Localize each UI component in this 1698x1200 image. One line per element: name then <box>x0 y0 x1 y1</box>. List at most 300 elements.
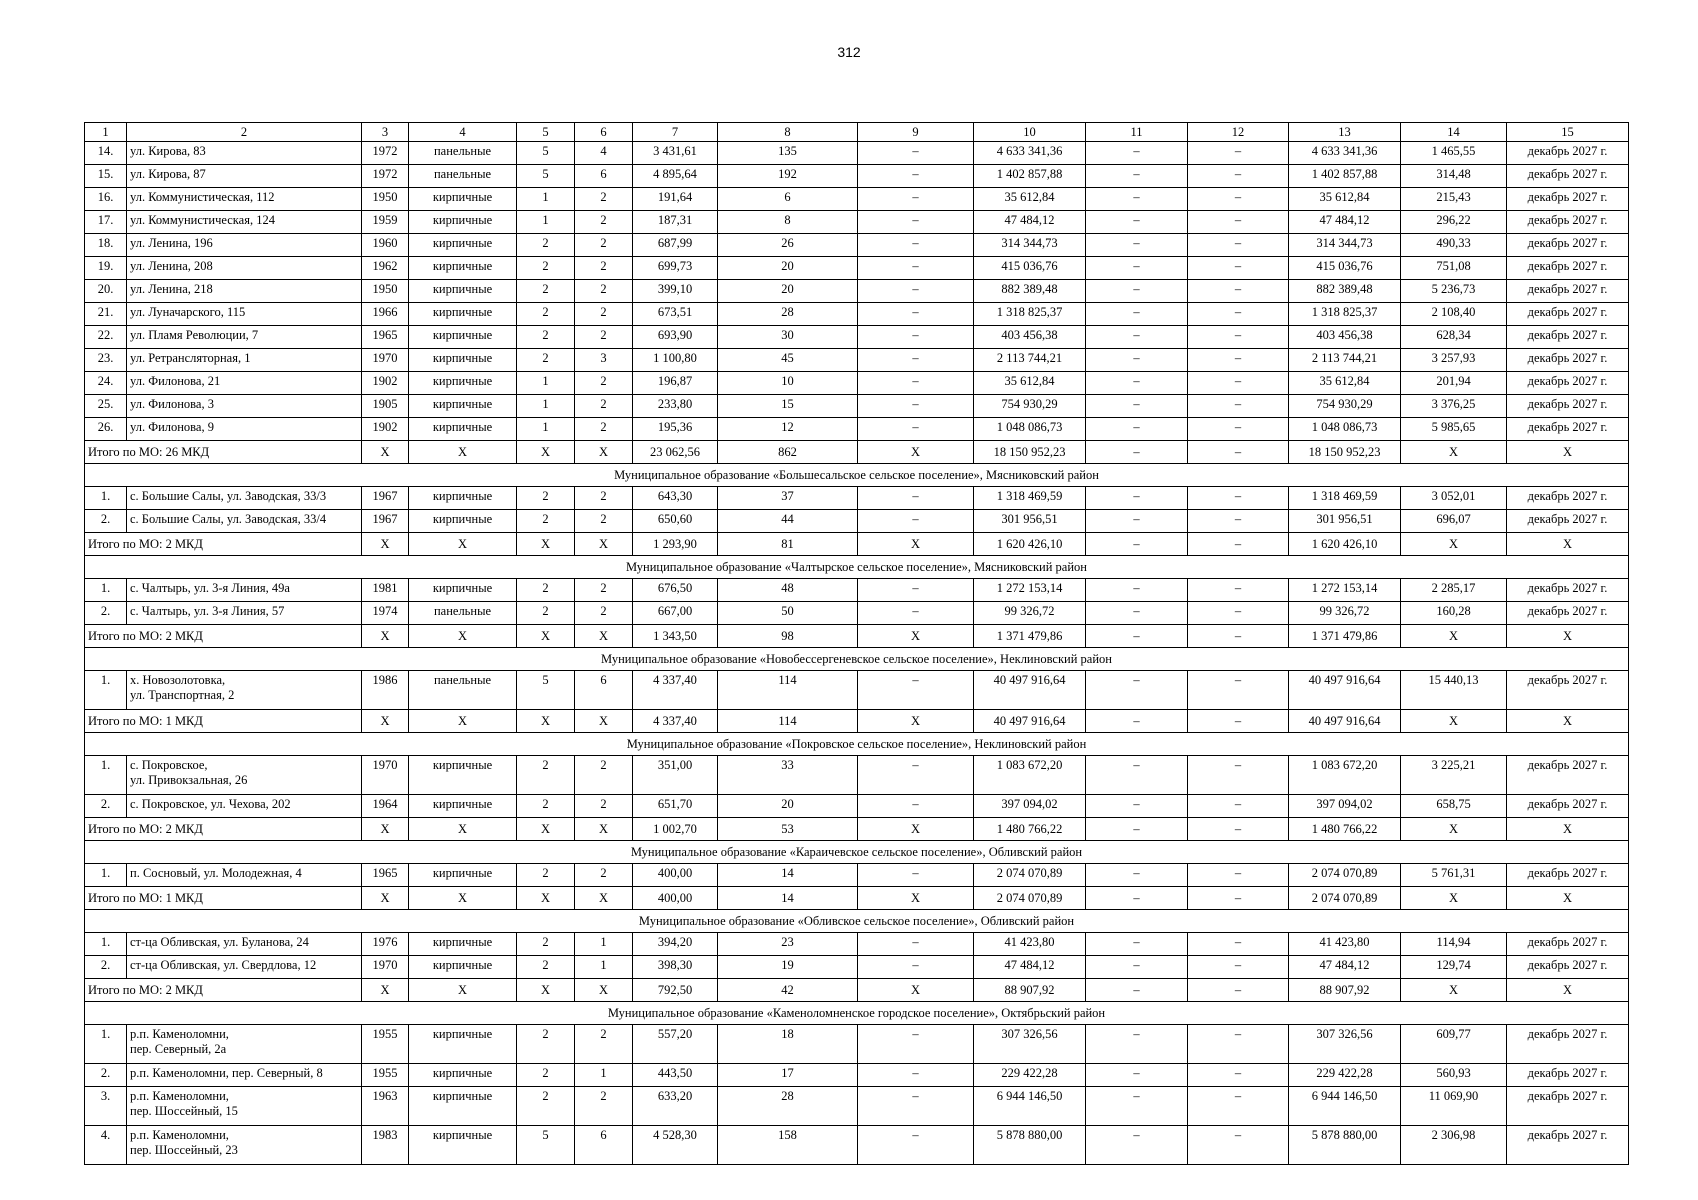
table-cell: 20 <box>718 795 858 818</box>
total-cell: 1 371 479,86 <box>974 625 1086 648</box>
table-cell: 2 <box>517 1087 575 1126</box>
table-cell: 2 <box>517 756 575 795</box>
table-cell: – <box>1188 326 1289 349</box>
table-row <box>85 579 1629 602</box>
table-cell: 41 423,80 <box>974 933 1086 956</box>
table-cell: 1 <box>517 372 575 395</box>
table-cell: 1 100,80 <box>633 349 718 372</box>
table-row <box>85 864 1629 887</box>
table-row <box>85 1126 1629 1165</box>
table-cell: 215,43 <box>1401 188 1507 211</box>
table-cell: ул. Филонова, 3 <box>127 395 362 418</box>
table-cell: х. Новозолотовка, ул. Транспортная, 2 <box>127 671 362 710</box>
table-cell: 1986 <box>362 671 409 710</box>
total-cell: – <box>1086 625 1188 648</box>
table-cell: с. Покровское, ул. Чехова, 202 <box>127 795 362 818</box>
header-cell: 15 <box>1507 123 1629 142</box>
table-cell: 882 389,48 <box>974 280 1086 303</box>
table-cell: ул. Филонова, 9 <box>127 418 362 441</box>
total-cell: – <box>1188 979 1289 1002</box>
total-cell: X <box>575 710 633 733</box>
total-cell: 1 293,90 <box>633 533 718 556</box>
table-cell: 2 <box>575 280 633 303</box>
total-row <box>85 887 1629 910</box>
header-cell: 11 <box>1086 123 1188 142</box>
total-cell: – <box>1086 533 1188 556</box>
table-cell: р.п. Каменоломни, пер. Шоссейный, 23 <box>127 1126 362 1165</box>
total-cell: X <box>575 979 633 1002</box>
total-cell: – <box>1086 979 1188 1002</box>
table-cell: – <box>1086 864 1188 887</box>
total-row <box>85 533 1629 556</box>
header-cell: 13 <box>1289 123 1401 142</box>
table-cell: – <box>1086 1064 1188 1087</box>
table-cell: – <box>1188 510 1289 533</box>
table-cell: 751,08 <box>1401 257 1507 280</box>
table-cell: 15. <box>85 165 127 188</box>
table-cell: 2 113 744,21 <box>974 349 1086 372</box>
table-cell: – <box>1188 864 1289 887</box>
table-cell: – <box>858 326 974 349</box>
total-cell: 2 074 070,89 <box>974 887 1086 910</box>
table-cell: 1 <box>517 395 575 418</box>
table-cell: кирпичные <box>409 1126 517 1165</box>
table-cell: с. Чалтырь, ул. 3-я Линия, 57 <box>127 602 362 625</box>
table-cell: 296,22 <box>1401 211 1507 234</box>
section-title-row <box>85 464 1629 487</box>
header-row <box>85 123 1629 142</box>
table-cell: 1964 <box>362 795 409 818</box>
table-cell: ул. Ретрансляторная, 1 <box>127 349 362 372</box>
table-cell: 6 <box>575 1126 633 1165</box>
table-cell: – <box>858 1025 974 1064</box>
section-title: Муниципальное образование «Чалтырское сельское поселение», Мясниковский район <box>85 556 1629 579</box>
table-cell: 114,94 <box>1401 933 1507 956</box>
table-cell: 1965 <box>362 326 409 349</box>
table-cell: 47 484,12 <box>1289 211 1401 234</box>
table-cell: 26. <box>85 418 127 441</box>
total-label: Итого по МО: 2 МКД <box>85 979 362 1002</box>
table-cell: 19. <box>85 257 127 280</box>
table-cell: 6 944 146,50 <box>974 1087 1086 1126</box>
table-cell: 2 <box>575 418 633 441</box>
table-cell: 30 <box>718 326 858 349</box>
table-row <box>85 602 1629 625</box>
table-cell: 15 <box>718 395 858 418</box>
table-cell: 19 <box>718 956 858 979</box>
table-cell: 1967 <box>362 510 409 533</box>
table-cell: – <box>1086 1087 1188 1126</box>
table-cell: – <box>858 234 974 257</box>
total-cell: X <box>409 625 517 648</box>
table-cell: 1963 <box>362 1087 409 1126</box>
table-cell: ул. Пламя Революции, 7 <box>127 326 362 349</box>
total-cell: 4 337,40 <box>633 710 718 733</box>
total-cell: X <box>409 710 517 733</box>
table-cell: декабрь 2027 г. <box>1507 1025 1629 1064</box>
total-cell: 81 <box>718 533 858 556</box>
table-cell: 1 <box>575 1064 633 1087</box>
table-cell: кирпичные <box>409 864 517 887</box>
table-cell: – <box>1188 602 1289 625</box>
table-cell: 2. <box>85 602 127 625</box>
table-cell: 2 <box>575 579 633 602</box>
table-cell: 1 318 825,37 <box>974 303 1086 326</box>
table-cell: – <box>1086 602 1188 625</box>
header-cell: 6 <box>575 123 633 142</box>
table-cell: 1970 <box>362 756 409 795</box>
table-cell: 1 048 086,73 <box>974 418 1086 441</box>
table-cell: 1966 <box>362 303 409 326</box>
table-cell: ст-ца Обливская, ул. Свердлова, 12 <box>127 956 362 979</box>
table-cell: – <box>1188 395 1289 418</box>
total-cell: – <box>1188 441 1289 464</box>
total-cell: 1 371 479,86 <box>1289 625 1401 648</box>
table-cell: 2 <box>517 579 575 602</box>
total-cell: – <box>1188 887 1289 910</box>
table-cell: 2 074 070,89 <box>974 864 1086 887</box>
table-row <box>85 1064 1629 1087</box>
table-cell: – <box>1188 372 1289 395</box>
table-cell: 2 108,40 <box>1401 303 1507 326</box>
total-cell: X <box>858 533 974 556</box>
table-cell: 10 <box>718 372 858 395</box>
total-cell: 18 150 952,23 <box>974 441 1086 464</box>
table-row <box>85 303 1629 326</box>
table-cell: 4 633 341,36 <box>1289 142 1401 165</box>
total-cell: X <box>1401 710 1507 733</box>
total-cell: X <box>517 887 575 910</box>
table-cell: 397 094,02 <box>1289 795 1401 818</box>
table-cell: 2 <box>575 1087 633 1126</box>
total-cell: X <box>1507 710 1629 733</box>
table-cell: 201,94 <box>1401 372 1507 395</box>
table-row <box>85 418 1629 441</box>
table-cell: 1 083 672,20 <box>1289 756 1401 795</box>
total-cell: 40 497 916,64 <box>974 710 1086 733</box>
table-cell: – <box>858 280 974 303</box>
table-cell: – <box>1086 142 1188 165</box>
total-label: Итого по МО: 2 МКД <box>85 625 362 648</box>
table-row <box>85 487 1629 510</box>
table-cell: – <box>858 303 974 326</box>
table-cell: 25. <box>85 395 127 418</box>
table-row <box>85 142 1629 165</box>
table-cell: 4 528,30 <box>633 1126 718 1165</box>
total-cell: 1 002,70 <box>633 818 718 841</box>
table-cell: – <box>1188 671 1289 710</box>
total-cell: 88 907,92 <box>974 979 1086 1002</box>
table-cell: 1 402 857,88 <box>974 165 1086 188</box>
table-cell: декабрь 2027 г. <box>1507 579 1629 602</box>
table-cell: – <box>858 211 974 234</box>
section-title-row <box>85 841 1629 864</box>
table-row <box>85 1025 1629 1064</box>
table-cell: – <box>1188 1126 1289 1165</box>
table-cell: – <box>1086 303 1188 326</box>
table-cell: 400,00 <box>633 864 718 887</box>
table-cell: 191,64 <box>633 188 718 211</box>
page-number: 312 <box>837 44 861 60</box>
table-cell: кирпичные <box>409 211 517 234</box>
table-cell: 18. <box>85 234 127 257</box>
table-cell: 1 272 153,14 <box>1289 579 1401 602</box>
table-cell: – <box>858 795 974 818</box>
table-cell: декабрь 2027 г. <box>1507 211 1629 234</box>
table-cell: – <box>1188 795 1289 818</box>
table-cell: декабрь 2027 г. <box>1507 395 1629 418</box>
table-cell: 229 422,28 <box>1289 1064 1401 1087</box>
table-cell: р.п. Каменоломни, пер. Северный, 2а <box>127 1025 362 1064</box>
header-cell: 9 <box>858 123 974 142</box>
table-cell: 1 272 153,14 <box>974 579 1086 602</box>
table-cell: 99 326,72 <box>1289 602 1401 625</box>
table-cell: 1 318 469,59 <box>1289 487 1401 510</box>
table-cell: декабрь 2027 г. <box>1507 795 1629 818</box>
table-cell: 1955 <box>362 1025 409 1064</box>
table-cell: кирпичные <box>409 487 517 510</box>
table-cell: – <box>858 864 974 887</box>
table-row <box>85 188 1629 211</box>
table-cell: 6 <box>575 671 633 710</box>
table-cell: 192 <box>718 165 858 188</box>
total-cell: X <box>517 818 575 841</box>
table-cell: – <box>1188 234 1289 257</box>
table-cell: 5 <box>517 142 575 165</box>
table-cell: кирпичные <box>409 234 517 257</box>
table-cell: – <box>1086 795 1188 818</box>
table-row <box>85 1087 1629 1126</box>
table-row <box>85 510 1629 533</box>
table-cell: 48 <box>718 579 858 602</box>
table-cell: – <box>858 510 974 533</box>
table-cell: 1905 <box>362 395 409 418</box>
table-cell: 1 <box>575 933 633 956</box>
table-cell: 1 318 825,37 <box>1289 303 1401 326</box>
table-cell: – <box>1188 579 1289 602</box>
header-cell: 3 <box>362 123 409 142</box>
table-cell: 2 113 744,21 <box>1289 349 1401 372</box>
table-cell: декабрь 2027 г. <box>1507 280 1629 303</box>
table-cell: 99 326,72 <box>974 602 1086 625</box>
table-cell: 1. <box>85 933 127 956</box>
table-cell: – <box>1188 303 1289 326</box>
table-cell: 2 <box>575 510 633 533</box>
table-row <box>85 326 1629 349</box>
table-cell: 1 <box>517 418 575 441</box>
total-cell: X <box>362 818 409 841</box>
table-cell: – <box>1188 280 1289 303</box>
total-row <box>85 979 1629 1002</box>
table-cell: – <box>1188 349 1289 372</box>
table-cell: 301 956,51 <box>1289 510 1401 533</box>
table-body <box>85 123 1629 1165</box>
table-cell: с. Большие Салы, ул. Заводская, 33/3 <box>127 487 362 510</box>
total-cell: X <box>409 887 517 910</box>
table-cell: 2 <box>575 372 633 395</box>
table-cell: – <box>1086 349 1188 372</box>
table-cell: 195,36 <box>633 418 718 441</box>
table-cell: 47 484,12 <box>1289 956 1401 979</box>
table-cell: 301 956,51 <box>974 510 1086 533</box>
table-cell: 35 612,84 <box>974 188 1086 211</box>
section-title: Муниципальное образование «Караичевское сельское поселение», Обливский район <box>85 841 1629 864</box>
table-cell: 557,20 <box>633 1025 718 1064</box>
table-cell: 1 <box>575 956 633 979</box>
table-cell: 307 326,56 <box>974 1025 1086 1064</box>
table-cell: – <box>1086 956 1188 979</box>
table-row <box>85 165 1629 188</box>
table-cell: панельные <box>409 602 517 625</box>
table-cell: 2 <box>575 1025 633 1064</box>
table-cell: 20. <box>85 280 127 303</box>
table-cell: 1 <box>517 188 575 211</box>
total-cell: X <box>409 441 517 464</box>
table-row <box>85 395 1629 418</box>
total-cell: X <box>409 818 517 841</box>
table-cell: – <box>858 418 974 441</box>
table-cell: – <box>858 602 974 625</box>
table-cell: 1970 <box>362 956 409 979</box>
table-cell: 403 456,38 <box>974 326 1086 349</box>
table-cell: декабрь 2027 г. <box>1507 671 1629 710</box>
table-cell: 8 <box>718 211 858 234</box>
table-cell: кирпичные <box>409 1025 517 1064</box>
table-cell: декабрь 2027 г. <box>1507 956 1629 979</box>
table-cell: 17. <box>85 211 127 234</box>
table-cell: декабрь 2027 г. <box>1507 864 1629 887</box>
table-cell: – <box>1086 418 1188 441</box>
total-cell: X <box>1507 441 1629 464</box>
table-cell: 2 306,98 <box>1401 1126 1507 1165</box>
table-cell: 667,00 <box>633 602 718 625</box>
table-cell: 314 344,73 <box>1289 234 1401 257</box>
table-cell: 5 878 880,00 <box>974 1126 1086 1165</box>
table-cell: – <box>858 579 974 602</box>
table-cell: кирпичные <box>409 280 517 303</box>
table-cell: 16. <box>85 188 127 211</box>
table-row <box>85 280 1629 303</box>
table-cell: декабрь 2027 г. <box>1507 326 1629 349</box>
table-cell: кирпичные <box>409 1064 517 1087</box>
table-cell: декабрь 2027 г. <box>1507 756 1629 795</box>
table-row <box>85 257 1629 280</box>
table-cell: 14 <box>718 864 858 887</box>
total-row <box>85 818 1629 841</box>
total-cell: X <box>575 818 633 841</box>
table-cell: 1 465,55 <box>1401 142 1507 165</box>
table-cell: 3. <box>85 1087 127 1126</box>
table-cell: 1. <box>85 864 127 887</box>
table-cell: 41 423,80 <box>1289 933 1401 956</box>
table-cell: 2 <box>517 510 575 533</box>
table-cell: 5 985,65 <box>1401 418 1507 441</box>
header-cell: 14 <box>1401 123 1507 142</box>
table-cell: – <box>1086 372 1188 395</box>
table-cell: – <box>858 1126 974 1165</box>
table-cell: – <box>1086 933 1188 956</box>
table-cell: 650,60 <box>633 510 718 533</box>
table-cell: 5 <box>517 165 575 188</box>
table-cell: – <box>1086 1126 1188 1165</box>
table-cell: 2 <box>575 395 633 418</box>
table-cell: – <box>1188 487 1289 510</box>
table-cell: 6 944 146,50 <box>1289 1087 1401 1126</box>
table-cell: 754 930,29 <box>974 395 1086 418</box>
table-cell: 1955 <box>362 1064 409 1087</box>
section-title-row <box>85 1002 1629 1025</box>
total-cell: X <box>362 441 409 464</box>
table-cell: – <box>858 349 974 372</box>
table-cell: 2 285,17 <box>1401 579 1507 602</box>
table-cell: 35 612,84 <box>1289 372 1401 395</box>
table-cell: 1962 <box>362 257 409 280</box>
total-cell: X <box>1401 533 1507 556</box>
total-cell: X <box>1507 625 1629 648</box>
table-cell: панельные <box>409 671 517 710</box>
table-cell: – <box>1086 395 1188 418</box>
total-cell: 40 497 916,64 <box>1289 710 1401 733</box>
table-cell: 314 344,73 <box>974 234 1086 257</box>
table-cell: 415 036,76 <box>1289 257 1401 280</box>
table-cell: декабрь 2027 г. <box>1507 349 1629 372</box>
table-cell: – <box>1086 326 1188 349</box>
table-cell: 314,48 <box>1401 165 1507 188</box>
table-cell: 1950 <box>362 280 409 303</box>
table-cell: кирпичные <box>409 579 517 602</box>
table-cell: декабрь 2027 г. <box>1507 234 1629 257</box>
header-cell: 7 <box>633 123 718 142</box>
header-cell: 12 <box>1188 123 1289 142</box>
table-cell: – <box>1188 956 1289 979</box>
table-cell: 687,99 <box>633 234 718 257</box>
table-cell: панельные <box>409 165 517 188</box>
table-cell: 633,20 <box>633 1087 718 1126</box>
table-cell: кирпичные <box>409 395 517 418</box>
total-cell: 400,00 <box>633 887 718 910</box>
table-cell: 2 <box>517 864 575 887</box>
total-cell: 862 <box>718 441 858 464</box>
table-cell: 1. <box>85 579 127 602</box>
table-cell: 135 <box>718 142 858 165</box>
total-cell: 42 <box>718 979 858 1002</box>
table-cell: – <box>1188 257 1289 280</box>
total-cell: X <box>517 625 575 648</box>
table-cell: 4 337,40 <box>633 671 718 710</box>
table-cell: 628,34 <box>1401 326 1507 349</box>
total-cell: X <box>858 441 974 464</box>
total-cell: – <box>1188 818 1289 841</box>
table-cell: ул. Ленина, 196 <box>127 234 362 257</box>
table-cell: 399,10 <box>633 280 718 303</box>
total-cell: – <box>1086 887 1188 910</box>
table-cell: 35 612,84 <box>974 372 1086 395</box>
table-cell: 609,77 <box>1401 1025 1507 1064</box>
table-cell: 6 <box>575 165 633 188</box>
table-cell: 1 402 857,88 <box>1289 165 1401 188</box>
table-cell: 6 <box>718 188 858 211</box>
section-title-row <box>85 733 1629 756</box>
table-cell: 1959 <box>362 211 409 234</box>
table-cell: 14. <box>85 142 127 165</box>
table-cell: 1983 <box>362 1126 409 1165</box>
table-cell: кирпичные <box>409 372 517 395</box>
section-title-row <box>85 648 1629 671</box>
table-cell: п. Сосновый, ул. Молодежная, 4 <box>127 864 362 887</box>
table-cell: 2. <box>85 956 127 979</box>
total-label: Итого по МО: 1 МКД <box>85 710 362 733</box>
table-cell: 2 <box>575 303 633 326</box>
